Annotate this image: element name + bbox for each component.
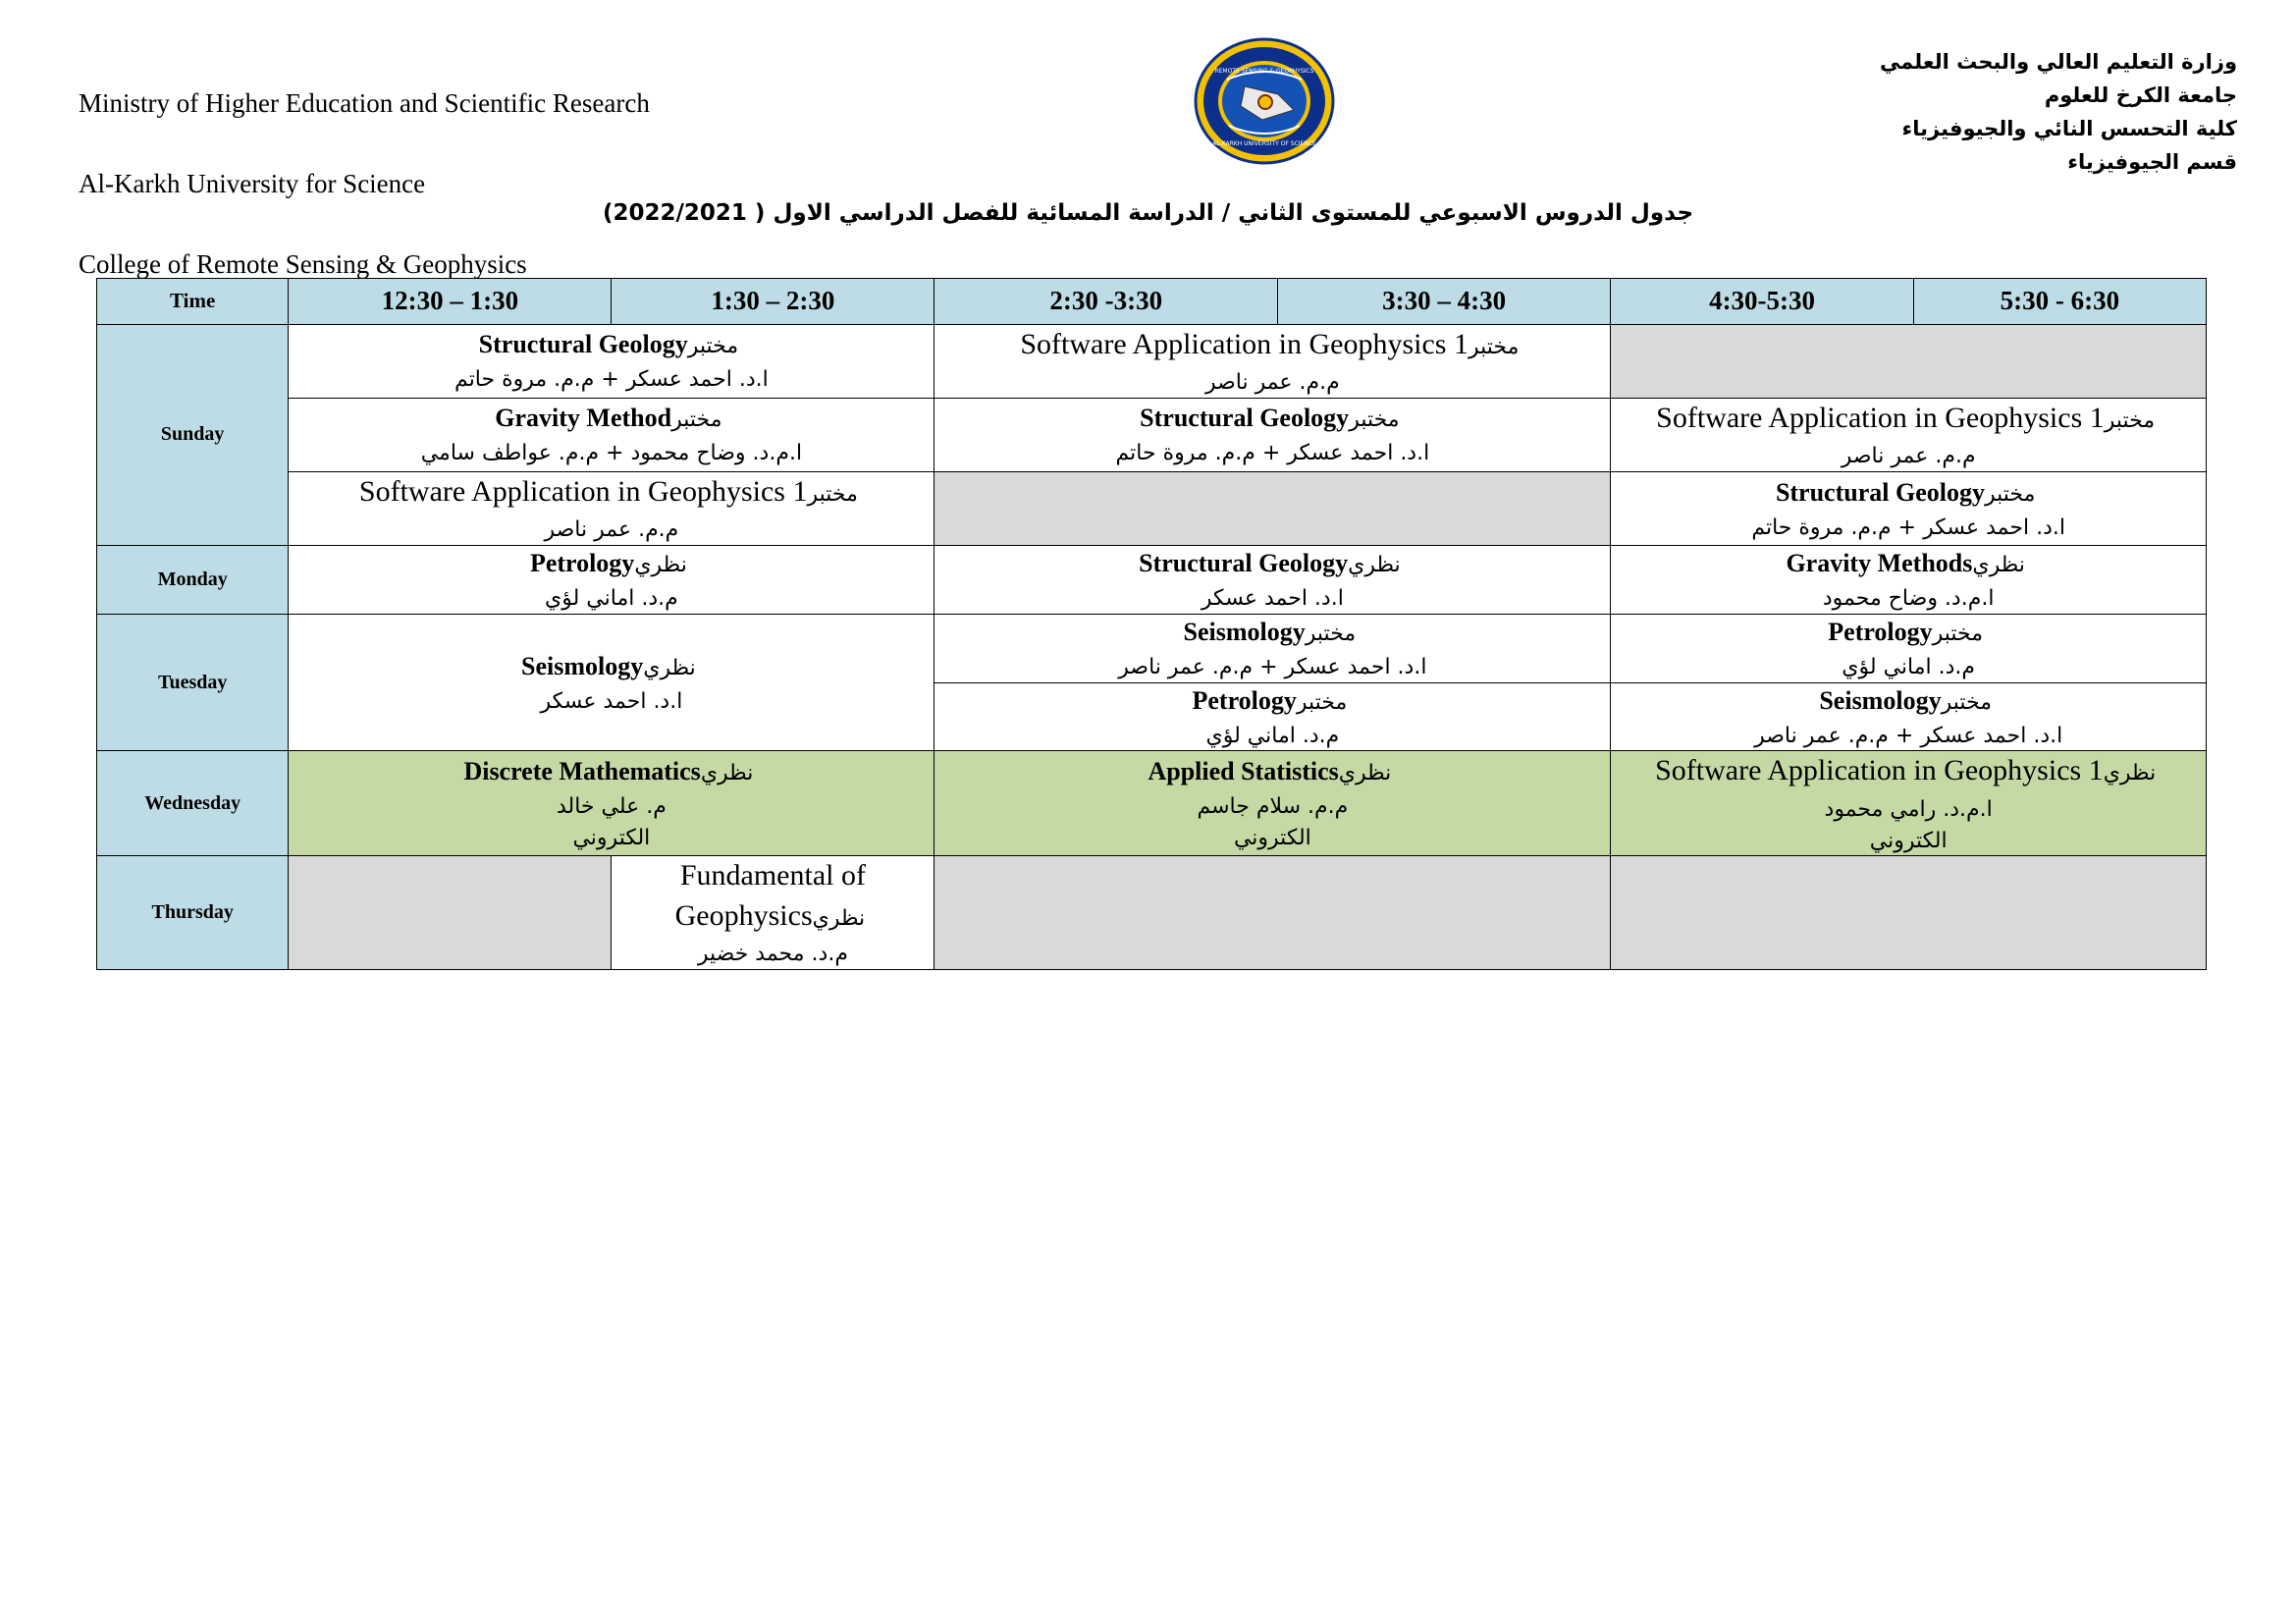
class-title: Software Application in Geophysics 1 [1656,401,2105,434]
empty-cell-sunday-1 [1611,324,2207,398]
class-cell-thursday-1 [612,856,934,970]
timetable-container [96,278,2207,970]
class-teacher: م.د. اماني لؤي [545,586,678,612]
class-cell-tuesday-5 [1611,682,2207,751]
class-kind: نظري [812,905,866,931]
ministry-affiliation-block [79,33,650,325]
class-teacher: م.م. سلام جاسم [1197,794,1349,820]
empty-cell-thursday-3 [1611,856,2207,970]
class-teacher: ا.م.د. رامي محمود [1824,796,1993,822]
class-cell-tuesday-4 [934,682,1611,751]
slot-header-2: 1:30 – 2:30 [612,278,934,324]
class-teacher: ا.د. احمد عسكر [540,688,683,714]
class-cell-sunday-1 [289,324,934,398]
weekly-timetable [96,278,2207,970]
class-title: Software Application in Geophysics 1 [1020,327,1468,360]
class-kind: مختبر [1349,407,1400,433]
class-kind: مختبر [1932,621,1984,646]
class-cell-tuesday-2 [934,614,1611,682]
class-kind: مختبر [1984,481,2036,507]
day-label-tuesday: Tuesday [97,614,289,751]
svg-text:AL-KARKH UNIVERSITY OF SCIENCE: AL-KARKH UNIVERSITY OF SCIENCE [1212,140,1317,147]
slot-header-3: 2:30 -3:30 [934,278,1278,324]
empty-cell-sunday-2 [934,471,1611,545]
slot-header-6: 5:30 - 6:30 [1913,278,2206,324]
class-title: Software Application in Geophysics 1 [358,474,808,508]
class-teacher: ا.د. احمد عسكر + م.م. مروة حاتم [454,367,769,393]
class-kind: نظري [2103,761,2157,786]
class-cell-tuesday-1 [289,614,934,751]
time-header: Time [97,278,289,324]
department-line-ar: قسم الجيوفيزياء [2067,150,2237,175]
college-line: College of Remote Sensing & Geophysics [79,249,527,280]
class-teacher: ا.د. احمد عسكر + م.م. مروة حاتم [1115,441,1430,466]
class-cell-tuesday-3 [1611,614,2207,682]
class-kind: مختبر [1468,334,1520,359]
class-kind: نظري [634,553,687,578]
table-row [97,856,2207,970]
class-cell-sunday-4 [934,398,1611,471]
class-title: Fundamental of Geophysics [674,859,866,932]
class-teacher: ا.د. احمد عسكر + م.م. عمر ناصر [1754,723,2063,748]
class-teacher: م.م. عمر ناصر [1841,444,1976,469]
class-kind: مختبر [1296,689,1348,715]
class-teacher: م.د. اماني لؤي [1842,654,1976,679]
class-title: Seismology [1183,617,1306,646]
empty-cell-thursday-2 [934,856,1611,970]
class-title: Seismology [1819,685,1942,715]
class-title: Discrete Mathematics [463,757,701,786]
class-teacher: م.د. محمد خضير [697,942,848,967]
class-cell-monday-3 [1611,546,2207,615]
slot-header-4: 3:30 – 4:30 [1278,278,1611,324]
ministry-line-ar: وزارة التعليم العالي والبحث العلمي [1879,50,2237,74]
class-kind: نظري [643,655,696,680]
class-title: Petrology [1192,685,1297,715]
class-mode: الكتروني [572,825,651,850]
class-teacher: ا.م.د. وضاح محمود [1822,586,1995,612]
class-title: Applied Statistics [1148,757,1339,786]
class-cell-wednesday-3 [1611,751,2207,856]
university-crest-logo [1168,35,1361,168]
table-row [97,751,2207,856]
class-mode: الكتروني [1233,825,1311,850]
table-row [97,398,2207,471]
class-cell-sunday-7 [1611,471,2207,545]
slot-header-5: 4:30-5:30 [1611,278,1913,324]
class-title: Petrology [1828,617,1933,646]
class-teacher: م. علي خالد [556,794,667,820]
table-row [97,614,2207,682]
class-kind: مختبر [687,334,739,359]
class-title: Gravity Methods [1786,549,1973,578]
page-title: جدول الدروس الاسبوعي للمستوى الثاني / الدراسة المسائية للفصل الدراسي الاول ( 2022/2021) [602,200,1694,226]
logo-container [1168,35,1361,168]
college-line-ar: كلية التحسس النائي والجيوفيزياء [1901,117,2237,141]
class-cell-sunday-3 [289,398,934,471]
class-cell-sunday-5 [1611,398,2207,471]
class-title: Software Application in Geophysics 1 [1655,754,2104,787]
class-kind: مختبر [2104,407,2156,433]
class-title: Structural Geology [478,330,688,359]
class-cell-sunday-2 [934,324,1611,398]
table-row [97,324,2207,398]
arabic-affiliation-block [1880,33,2237,179]
table-row [97,471,2207,545]
class-cell-monday-1 [289,546,934,615]
class-title: Seismology [521,651,644,680]
class-teacher: ا.م.د. وضاح محمود + م.م. عواطف سامي [420,441,803,466]
class-mode: الكتروني [1869,828,1948,853]
ministry-line: Ministry of Higher Education and Scientific Research [79,88,650,119]
class-cell-monday-2 [934,546,1611,615]
class-kind: نظري [1338,761,1392,786]
class-kind: نظري [1972,553,2025,578]
class-title: Gravity Method [495,404,672,433]
class-cell-wednesday-2 [934,751,1611,856]
class-teacher: م.م. عمر ناصر [544,517,679,543]
table-row [97,546,2207,615]
class-kind: نظري [1348,553,1401,578]
class-teacher: م.د. اماني لؤي [1205,723,1340,748]
class-cell-wednesday-1 [289,751,934,856]
empty-cell-thursday-1 [289,856,612,970]
class-cell-sunday-6 [289,471,934,545]
university-line-ar: جامعة الكرخ للعلوم [2044,83,2237,108]
class-teacher: ا.د. احمد عسكر [1201,586,1344,612]
class-title: Petrology [529,549,635,578]
class-title: Structural Geology [1775,477,1985,507]
slot-header-1: 12:30 – 1:30 [289,278,612,324]
class-kind: مختبر [1941,689,1992,715]
university-line: Al-Karkh University for Science [79,169,426,199]
class-teacher: ا.د. احمد عسكر + م.م. مروة حاتم [1751,514,2065,540]
class-teacher: ا.د. احمد عسكر + م.م. عمر ناصر [1118,654,1427,679]
day-label-wednesday: Wednesday [97,751,289,856]
class-teacher: م.م. عمر ناصر [1204,370,1340,395]
class-title: Structural Geology [1140,404,1350,433]
svg-text:REMOTE SENSING & GEOPHYSICS: REMOTE SENSING & GEOPHYSICS [1214,68,1314,75]
class-kind: نظري [700,761,754,786]
day-label-thursday: Thursday [97,856,289,970]
class-kind: مختبر [807,481,858,507]
day-label-monday: Monday [97,546,289,615]
class-kind: مختبر [1305,621,1357,646]
class-kind: مختبر [671,407,722,433]
day-label-sunday: Sunday [97,324,289,546]
class-title: Structural Geology [1139,549,1349,578]
